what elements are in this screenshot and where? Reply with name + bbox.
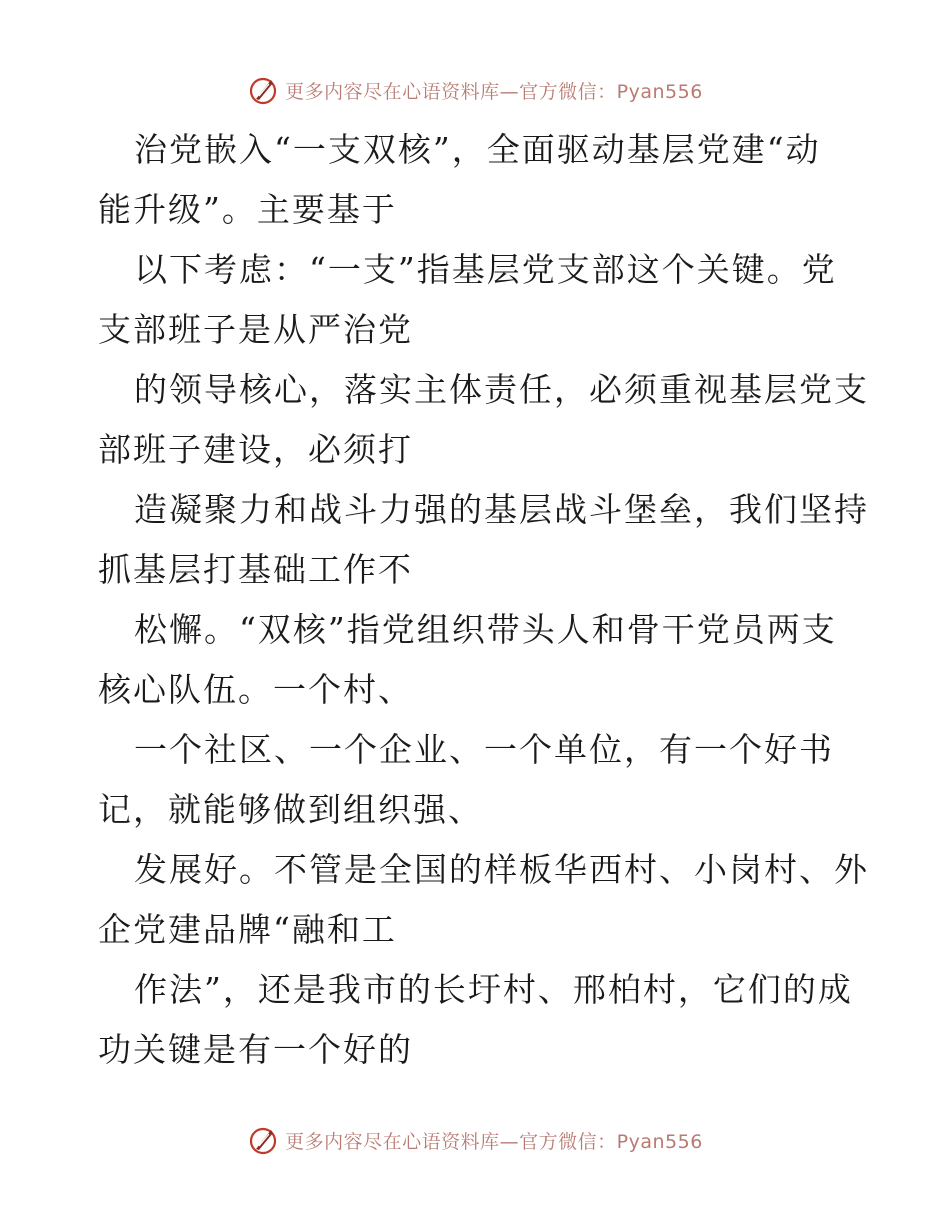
paragraph-line: 发展好。不管是全国的样板华西村、小岗村、外 <box>134 850 869 889</box>
paragraph <box>98 600 858 720</box>
paragraph-line: 造凝聚力和战斗力强的基层战斗堡垒，我们坚持 <box>134 490 869 529</box>
paragraph-line: 治党嵌入“一支双核”，全面驱动基层党建“动 <box>134 130 821 169</box>
paragraph-line: 企党建品牌“融和工 <box>98 910 397 949</box>
document-body <box>98 120 869 1080</box>
paragraph-line: 抓基层打基础工作不 <box>98 550 413 589</box>
paragraph-line: 核心队伍。一个村、 <box>98 670 413 709</box>
paragraph <box>98 960 858 1080</box>
feather-pen-logo-icon <box>247 1124 279 1156</box>
watermark-text: 更多内容尽在心语资料库—官方微信：Pyan556 <box>285 80 703 103</box>
paragraph-line: 部班子建设，必须打 <box>98 430 413 469</box>
paragraph <box>98 360 869 480</box>
paragraph-line: 支部班子是从严治党 <box>98 310 413 349</box>
feather-pen-logo-icon <box>247 74 279 106</box>
footer-watermark <box>0 1122 950 1158</box>
paragraph-line: 以下考虑：“一支”指基层党支部这个关键。党 <box>134 250 837 289</box>
paragraph <box>98 480 869 600</box>
paragraph <box>98 240 858 360</box>
paragraph-line: 的领导核心，落实主体责任，必须重视基层党支 <box>134 370 869 409</box>
paragraph-line: 功关键是有一个好的 <box>98 1030 413 1069</box>
header-watermark <box>0 72 950 108</box>
paragraph <box>98 840 869 960</box>
paragraph-line: 记，就能够做到组织强、 <box>98 790 483 829</box>
paragraph <box>98 720 858 840</box>
paragraph-line: 松懈。“双核”指党组织带头人和骨干党员两支 <box>134 610 837 649</box>
watermark-text: 更多内容尽在心语资料库—官方微信：Pyan556 <box>285 1130 703 1153</box>
paragraph <box>98 120 858 240</box>
paragraph-line: 能升级”。主要基于 <box>98 190 397 229</box>
paragraph-line: 一个社区、一个企业、一个单位，有一个好书 <box>134 730 834 769</box>
paragraph-line: 作法”，还是我市的长圩村、邢柏村，它们的成 <box>134 970 853 1009</box>
